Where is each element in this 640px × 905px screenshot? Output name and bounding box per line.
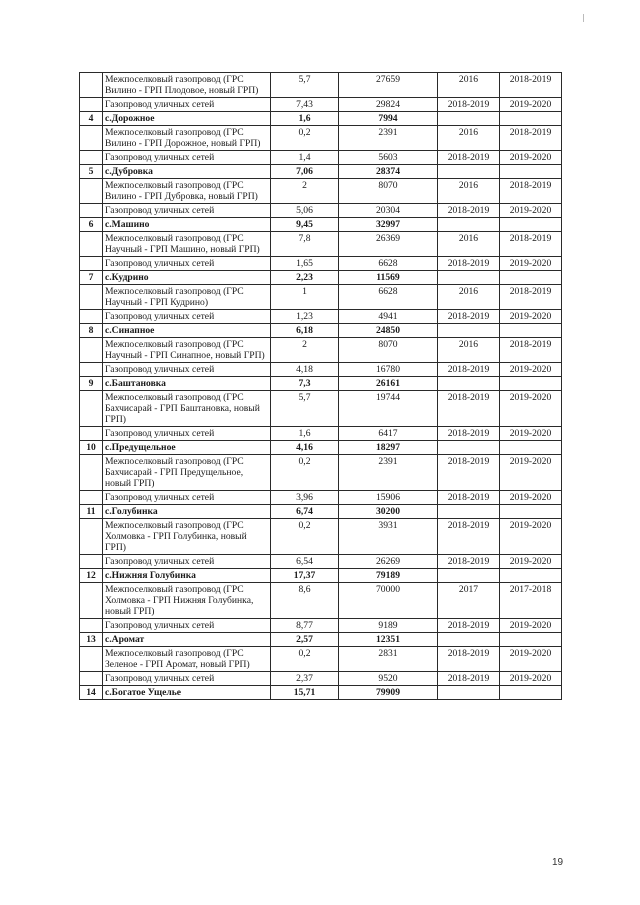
cost-cell: 79189 [339, 569, 438, 583]
length-km-cell: 7,3 [271, 377, 339, 391]
length-km-cell: 0,2 [271, 126, 339, 151]
row-number-cell [80, 363, 103, 377]
table-row [80, 491, 562, 505]
table-row [80, 310, 562, 324]
construction-years-cell: 2019-2020 [500, 427, 562, 441]
length-km-cell: 7,43 [271, 98, 339, 112]
cost-cell: 12351 [339, 633, 438, 647]
construction-years-cell [500, 505, 562, 519]
length-km-cell: 3,96 [271, 491, 339, 505]
design-years-cell: 2018-2019 [438, 519, 500, 555]
object-name-cell: с.Дубровка [103, 165, 271, 179]
design-years-cell: 2018-2019 [438, 257, 500, 271]
cost-cell: 30200 [339, 505, 438, 519]
object-name-cell: Межпоселковый газопровод (ГРС Научный - ГРП Машино, новый ГРП) [103, 232, 271, 257]
object-name-cell: Газопровод уличных сетей [103, 555, 271, 569]
cost-cell: 26369 [339, 232, 438, 257]
construction-years-cell [500, 271, 562, 285]
table-row [80, 427, 562, 441]
cost-cell: 4941 [339, 310, 438, 324]
design-years-cell [438, 377, 500, 391]
length-km-cell: 6,54 [271, 555, 339, 569]
design-years-cell: 2016 [438, 338, 500, 363]
length-km-cell: 2 [271, 179, 339, 204]
design-years-cell [438, 324, 500, 338]
construction-years-cell: 2019-2020 [500, 555, 562, 569]
length-km-cell: 1,6 [271, 427, 339, 441]
object-name-cell: с.Аромат [103, 633, 271, 647]
table-row [80, 363, 562, 377]
design-years-cell [438, 112, 500, 126]
cost-cell: 27659 [339, 73, 438, 98]
row-number-cell: 9 [80, 377, 103, 391]
object-name-cell: Газопровод уличных сетей [103, 672, 271, 686]
construction-years-cell: 2017-2018 [500, 583, 562, 619]
length-km-cell: 8,77 [271, 619, 339, 633]
object-name-cell: с.Кудрино [103, 271, 271, 285]
cost-cell: 32997 [339, 218, 438, 232]
construction-years-cell: 2018-2019 [500, 73, 562, 98]
table-body [80, 73, 562, 700]
object-name-cell: Межпоселковый газопровод (ГРС Зеленое - ГРП Аромат, новый ГРП) [103, 647, 271, 672]
table-row [80, 126, 562, 151]
design-years-cell [438, 633, 500, 647]
object-name-cell: Межпоселковый газопровод (ГРС Холмовка - ГРП Нижняя Голубинка, новый ГРП) [103, 583, 271, 619]
row-number-cell: 5 [80, 165, 103, 179]
object-name-cell: Газопровод уличных сетей [103, 427, 271, 441]
length-km-cell: 5,7 [271, 73, 339, 98]
length-km-cell: 7,06 [271, 165, 339, 179]
object-name-cell: с.Машино [103, 218, 271, 232]
object-name-cell: с.Синапное [103, 324, 271, 338]
cost-cell: 9520 [339, 672, 438, 686]
design-years-cell: 2016 [438, 232, 500, 257]
design-years-cell [438, 686, 500, 700]
object-name-cell: Газопровод уличных сетей [103, 310, 271, 324]
row-number-cell: 8 [80, 324, 103, 338]
length-km-cell: 5,06 [271, 204, 339, 218]
cost-cell: 20304 [339, 204, 438, 218]
construction-years-cell: 2019-2020 [500, 204, 562, 218]
length-km-cell: 2 [271, 338, 339, 363]
row-number-cell [80, 583, 103, 619]
cost-cell: 15906 [339, 491, 438, 505]
cost-cell: 2831 [339, 647, 438, 672]
village-row [80, 218, 562, 232]
construction-years-cell: 2018-2019 [500, 179, 562, 204]
construction-years-cell: 2019-2020 [500, 672, 562, 686]
object-name-cell: Газопровод уличных сетей [103, 98, 271, 112]
table-row [80, 619, 562, 633]
construction-years-cell: 2018-2019 [500, 338, 562, 363]
design-years-cell: 2018-2019 [438, 391, 500, 427]
design-years-cell: 2016 [438, 179, 500, 204]
row-number-cell: 13 [80, 633, 103, 647]
object-name-cell: Газопровод уличных сетей [103, 619, 271, 633]
design-years-cell: 2018-2019 [438, 204, 500, 218]
object-name-cell: Газопровод уличных сетей [103, 257, 271, 271]
cost-cell: 26269 [339, 555, 438, 569]
scan-mark [583, 14, 584, 22]
cost-cell: 2391 [339, 455, 438, 491]
table-row [80, 338, 562, 363]
row-number-cell: 4 [80, 112, 103, 126]
object-name-cell: Межпоселковый газопровод (ГРС Бахчисарай - ГРП Баштановка, новый ГРП) [103, 391, 271, 427]
table-row [80, 151, 562, 165]
village-row [80, 569, 562, 583]
cost-cell: 9189 [339, 619, 438, 633]
row-number-cell [80, 391, 103, 427]
object-name-cell: с.Предущельное [103, 441, 271, 455]
object-name-cell: Газопровод уличных сетей [103, 151, 271, 165]
table-row [80, 555, 562, 569]
design-years-cell: 2016 [438, 126, 500, 151]
construction-years-cell: 2019-2020 [500, 647, 562, 672]
village-row [80, 165, 562, 179]
object-name-cell: Межпоселковый газопровод (ГРС Научный - ГРП Синапное, новый ГРП) [103, 338, 271, 363]
row-number-cell [80, 285, 103, 310]
row-number-cell [80, 73, 103, 98]
cost-cell: 8070 [339, 179, 438, 204]
object-name-cell: с.Голубинка [103, 505, 271, 519]
cost-cell: 19744 [339, 391, 438, 427]
length-km-cell: 1 [271, 285, 339, 310]
construction-years-cell: 2019-2020 [500, 257, 562, 271]
row-number-cell [80, 232, 103, 257]
cost-cell: 6417 [339, 427, 438, 441]
design-years-cell: 2018-2019 [438, 98, 500, 112]
design-years-cell: 2018-2019 [438, 363, 500, 377]
object-name-cell: Газопровод уличных сетей [103, 363, 271, 377]
design-years-cell: 2018-2019 [438, 555, 500, 569]
length-km-cell: 8,6 [271, 583, 339, 619]
design-years-cell [438, 441, 500, 455]
row-number-cell [80, 619, 103, 633]
length-km-cell: 2,57 [271, 633, 339, 647]
table-row [80, 455, 562, 491]
design-years-cell: 2018-2019 [438, 619, 500, 633]
construction-years-cell: 2019-2020 [500, 491, 562, 505]
construction-years-cell [500, 686, 562, 700]
row-number-cell [80, 338, 103, 363]
length-km-cell: 0,2 [271, 647, 339, 672]
design-years-cell [438, 569, 500, 583]
length-km-cell: 4,18 [271, 363, 339, 377]
object-name-cell: Межпоселковый газопровод (ГРС Научный - ГРП Кудрино) [103, 285, 271, 310]
row-number-cell [80, 647, 103, 672]
construction-years-cell: 2019-2020 [500, 619, 562, 633]
object-name-cell: Межпоселковый газопровод (ГРС Вилино - ГРП Дорожное, новый ГРП) [103, 126, 271, 151]
table-row [80, 583, 562, 619]
object-name-cell: с.Богатое Ущелье [103, 686, 271, 700]
row-number-cell: 6 [80, 218, 103, 232]
cost-cell: 26161 [339, 377, 438, 391]
cost-cell: 79909 [339, 686, 438, 700]
cost-cell: 7994 [339, 112, 438, 126]
cost-cell: 6628 [339, 285, 438, 310]
table-row [80, 98, 562, 112]
village-row [80, 271, 562, 285]
row-number-cell: 7 [80, 271, 103, 285]
table-row [80, 73, 562, 98]
length-km-cell: 6,18 [271, 324, 339, 338]
table-row [80, 257, 562, 271]
object-name-cell: Межпоселковый газопровод (ГРС Вилино - ГРП Плодовое, новый ГРП) [103, 73, 271, 98]
cost-cell: 28374 [339, 165, 438, 179]
design-years-cell: 2018-2019 [438, 310, 500, 324]
length-km-cell: 1,4 [271, 151, 339, 165]
length-km-cell: 15,71 [271, 686, 339, 700]
length-km-cell: 5,7 [271, 391, 339, 427]
cost-cell: 29824 [339, 98, 438, 112]
construction-years-cell: 2019-2020 [500, 98, 562, 112]
row-number-cell [80, 455, 103, 491]
row-number-cell [80, 491, 103, 505]
object-name-cell: с.Дорожное [103, 112, 271, 126]
design-years-cell [438, 165, 500, 179]
design-years-cell: 2018-2019 [438, 427, 500, 441]
village-row [80, 377, 562, 391]
design-years-cell: 2018-2019 [438, 491, 500, 505]
object-name-cell: Межпоселковый газопровод (ГРС Бахчисарай - ГРП Предущельное, новый ГРП) [103, 455, 271, 491]
design-years-cell: 2016 [438, 285, 500, 310]
construction-years-cell [500, 218, 562, 232]
design-years-cell: 2017 [438, 583, 500, 619]
length-km-cell: 1,23 [271, 310, 339, 324]
length-km-cell: 2,23 [271, 271, 339, 285]
cost-cell: 18297 [339, 441, 438, 455]
row-number-cell [80, 427, 103, 441]
construction-years-cell [500, 377, 562, 391]
construction-years-cell [500, 569, 562, 583]
construction-years-cell: 2019-2020 [500, 310, 562, 324]
length-km-cell: 1,65 [271, 257, 339, 271]
village-row [80, 112, 562, 126]
length-km-cell: 0,2 [271, 519, 339, 555]
row-number-cell [80, 519, 103, 555]
table-row [80, 672, 562, 686]
table-row [80, 285, 562, 310]
row-number-cell: 10 [80, 441, 103, 455]
row-number-cell [80, 126, 103, 151]
cost-cell: 2391 [339, 126, 438, 151]
row-number-cell [80, 204, 103, 218]
cost-cell: 11569 [339, 271, 438, 285]
design-years-cell [438, 271, 500, 285]
length-km-cell: 9,45 [271, 218, 339, 232]
object-name-cell: Газопровод уличных сетей [103, 491, 271, 505]
cost-cell: 5603 [339, 151, 438, 165]
construction-years-cell [500, 112, 562, 126]
village-row [80, 324, 562, 338]
cost-cell: 24850 [339, 324, 438, 338]
construction-years-cell [500, 165, 562, 179]
construction-years-cell: 2019-2020 [500, 391, 562, 427]
construction-years-cell: 2018-2019 [500, 232, 562, 257]
cost-cell: 70000 [339, 583, 438, 619]
row-number-cell [80, 672, 103, 686]
row-number-cell: 12 [80, 569, 103, 583]
object-name-cell: Межпоселковый газопровод (ГРС Вилино - ГРП Дубровка, новый ГРП) [103, 179, 271, 204]
length-km-cell: 0,2 [271, 455, 339, 491]
row-number-cell [80, 98, 103, 112]
length-km-cell: 2,37 [271, 672, 339, 686]
village-row [80, 441, 562, 455]
construction-years-cell: 2019-2020 [500, 519, 562, 555]
table-row [80, 391, 562, 427]
length-km-cell: 6,74 [271, 505, 339, 519]
construction-years-cell: 2019-2020 [500, 455, 562, 491]
table-row [80, 519, 562, 555]
design-years-cell: 2018-2019 [438, 647, 500, 672]
village-row [80, 633, 562, 647]
table-row [80, 179, 562, 204]
village-row [80, 686, 562, 700]
object-name-cell: с.Баштановка [103, 377, 271, 391]
object-name-cell: с.Нижняя Голубинка [103, 569, 271, 583]
construction-years-cell: 2019-2020 [500, 151, 562, 165]
length-km-cell: 17,37 [271, 569, 339, 583]
construction-years-cell [500, 441, 562, 455]
object-name-cell: Межпоселковый газопровод (ГРС Холмовка - ГРП Голубинка, новый ГРП) [103, 519, 271, 555]
construction-years-cell: 2018-2019 [500, 126, 562, 151]
table-row [80, 204, 562, 218]
row-number-cell [80, 179, 103, 204]
construction-years-cell: 2019-2020 [500, 363, 562, 377]
page-number: 19 [552, 857, 564, 868]
cost-cell: 3931 [339, 519, 438, 555]
row-number-cell [80, 555, 103, 569]
cost-cell: 16780 [339, 363, 438, 377]
length-km-cell: 4,16 [271, 441, 339, 455]
row-number-cell [80, 151, 103, 165]
design-years-cell [438, 505, 500, 519]
village-row [80, 505, 562, 519]
table-row [80, 647, 562, 672]
length-km-cell: 7,8 [271, 232, 339, 257]
row-number-cell [80, 257, 103, 271]
construction-years-cell [500, 324, 562, 338]
design-years-cell: 2018-2019 [438, 151, 500, 165]
cost-cell: 8070 [339, 338, 438, 363]
design-years-cell [438, 218, 500, 232]
row-number-cell: 14 [80, 686, 103, 700]
cost-cell: 6628 [339, 257, 438, 271]
construction-years-cell: 2018-2019 [500, 285, 562, 310]
row-number-cell: 11 [80, 505, 103, 519]
row-number-cell [80, 310, 103, 324]
design-years-cell: 2018-2019 [438, 672, 500, 686]
design-years-cell: 2016 [438, 73, 500, 98]
gas-pipeline-table [79, 72, 562, 700]
design-years-cell: 2018-2019 [438, 455, 500, 491]
table-row [80, 232, 562, 257]
construction-years-cell [500, 633, 562, 647]
length-km-cell: 1,6 [271, 112, 339, 126]
object-name-cell: Газопровод уличных сетей [103, 204, 271, 218]
